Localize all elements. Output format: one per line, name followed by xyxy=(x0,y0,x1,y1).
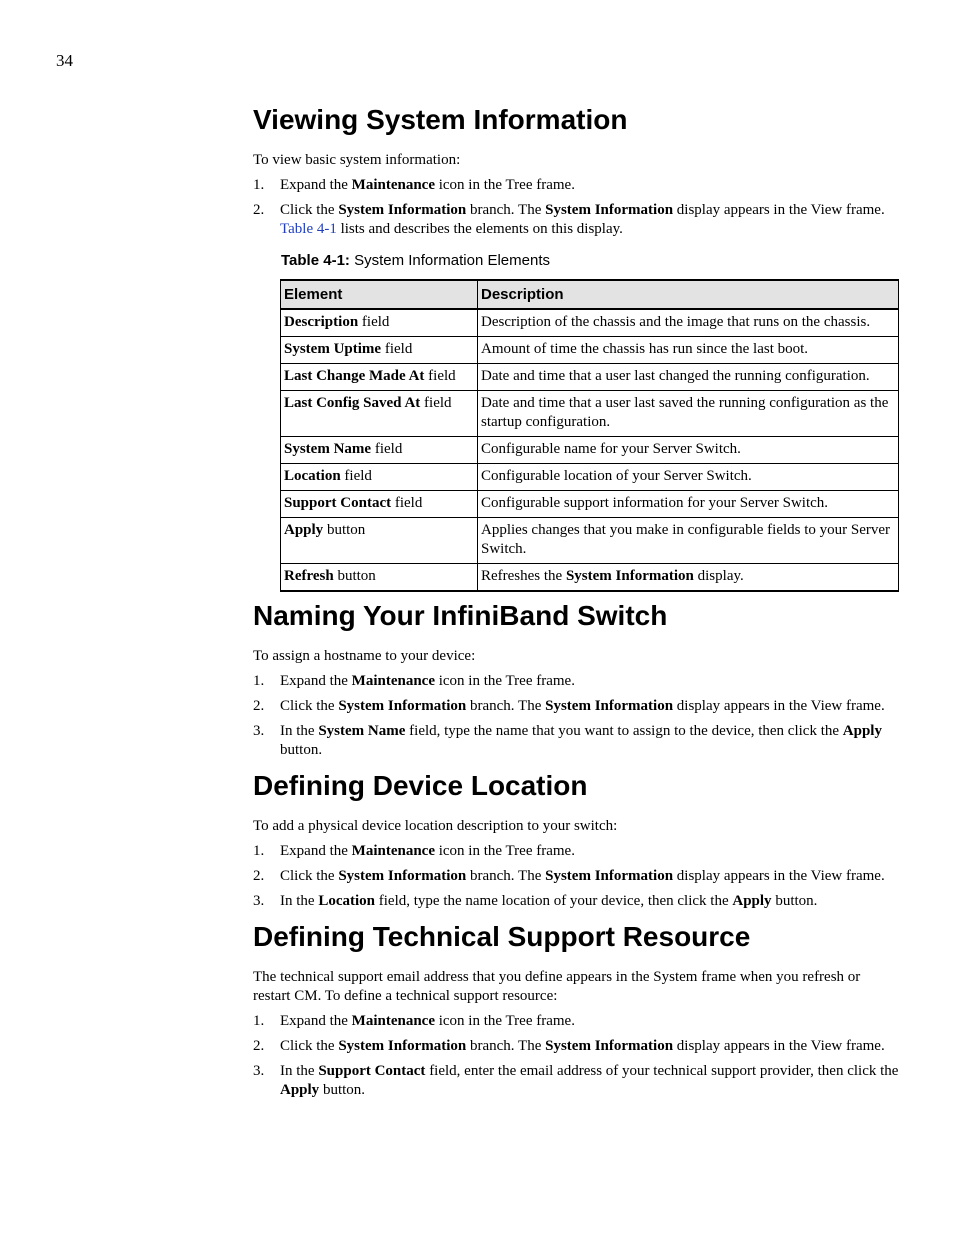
step-number: 1. xyxy=(253,177,265,193)
list-item: 2. Click the System Information branch. The System Information display appears in the View frame. xyxy=(253,868,885,884)
section-title-support: Defining Technical Support Resource xyxy=(253,921,751,952)
table-row xyxy=(281,337,899,364)
list-item: 2. Click the System Information branch. The System Information display appears in the View frame. xyxy=(253,1038,885,1054)
section-intro: To view basic system information: xyxy=(253,152,461,168)
table-cell-element: Refresh button xyxy=(281,564,478,592)
table-cell-description: Applies changes that you make in configurable fields to your Server Switch. xyxy=(478,518,899,564)
steps-list xyxy=(253,842,899,911)
list-item: 1. Expand the Maintenance icon in the Tree frame. xyxy=(253,673,575,689)
table-cell-element: Location field xyxy=(281,464,478,491)
steps-list xyxy=(253,672,899,760)
table-cell-description: Amount of time the chassis has run since the last boot. xyxy=(478,337,899,364)
table-cell-description: Date and time that a user last saved the running configuration as the startup configuration. xyxy=(478,391,899,437)
list-item: 3. In the Location field, type the name location of your device, then click the Apply button. xyxy=(253,893,818,909)
step-bold: System Information xyxy=(545,202,674,218)
table-cell-element: Last Change Made At field xyxy=(281,364,478,391)
table-row xyxy=(281,437,899,464)
list-item xyxy=(253,176,899,195)
table-row xyxy=(281,491,899,518)
step-text: lists and describes the elements on this display. xyxy=(336,221,623,237)
table-cell-element: System Name field xyxy=(281,437,478,464)
list-item: 1. Expand the Maintenance icon in the Tree frame. xyxy=(253,1013,575,1029)
step-text: branch. The xyxy=(466,202,546,218)
table-cell-description: Configurable support information for your Server Switch. xyxy=(478,491,899,518)
table-row xyxy=(281,391,899,437)
table-row xyxy=(281,564,899,592)
table-cell-description: Refreshes the System Information display. xyxy=(478,564,899,592)
table-cell-element: System Uptime field xyxy=(281,337,478,364)
table-cell-element: Support Contact field xyxy=(281,491,478,518)
table-header-row xyxy=(281,280,899,309)
table-cell-description: Configurable location of your Server Switch. xyxy=(478,464,899,491)
list-item: 3. In the System Name field, type the name that you want to assign to the device, then click the Apply button. xyxy=(253,723,882,758)
list-item xyxy=(253,201,899,239)
page-number: 34 xyxy=(56,51,73,70)
system-information-table xyxy=(280,279,899,592)
table-cell-description: Description of the chassis and the image that runs on the chassis. xyxy=(478,309,899,337)
step-bold: Maintenance xyxy=(351,177,435,193)
section-intro: To add a physical device location description to your switch: xyxy=(253,818,618,834)
step-text: Click the xyxy=(280,202,339,218)
table-cell-element: Description field xyxy=(281,309,478,337)
caption-text: System Information Elements xyxy=(349,252,550,269)
table-row xyxy=(281,364,899,391)
column-header-element: Element xyxy=(281,280,478,309)
list-item: 2. Click the System Information branch. The System Information display appears in the View frame. xyxy=(253,698,885,714)
table-cell-element: Last Config Saved At field xyxy=(281,391,478,437)
step-text: display appears in the View frame. xyxy=(673,202,885,218)
list-item: 3. In the Support Contact field, enter the email address of your technical support provider, then click the Apply button. xyxy=(253,1063,899,1098)
steps-list xyxy=(253,176,899,239)
section-title-viewing: Viewing System Information xyxy=(253,104,628,135)
table-row xyxy=(281,309,899,337)
caption-label: Table 4-1: xyxy=(281,252,350,269)
list-item: 1. Expand the Maintenance icon in the Tree frame. xyxy=(253,843,575,859)
section-title-naming: Naming Your InfiniBand Switch xyxy=(253,600,668,631)
table-caption xyxy=(281,252,899,270)
table-reference-link[interactable]: Table 4-1 xyxy=(280,221,337,237)
table-row xyxy=(281,518,899,564)
table-row xyxy=(281,464,899,491)
step-number: 2. xyxy=(253,202,265,218)
step-text: icon in the Tree frame. xyxy=(434,177,575,193)
table-cell-description: Date and time that a user last changed the running configuration. xyxy=(478,364,899,391)
page-content xyxy=(253,100,899,1106)
steps-list xyxy=(253,1012,899,1100)
section-intro: To assign a hostname to your device: xyxy=(253,648,476,664)
section-title-location: Defining Device Location xyxy=(253,770,588,801)
table-cell-element: Apply button xyxy=(281,518,478,564)
column-header-description: Description xyxy=(478,280,899,309)
section-intro: The technical support email address that you define appears in the System frame when you refresh or restart CM. To define a technical support resource: xyxy=(253,969,861,1004)
step-bold: System Information xyxy=(338,202,467,218)
table-cell-description: Configurable name for your Server Switch. xyxy=(478,437,899,464)
step-text: Expand the xyxy=(280,177,352,193)
